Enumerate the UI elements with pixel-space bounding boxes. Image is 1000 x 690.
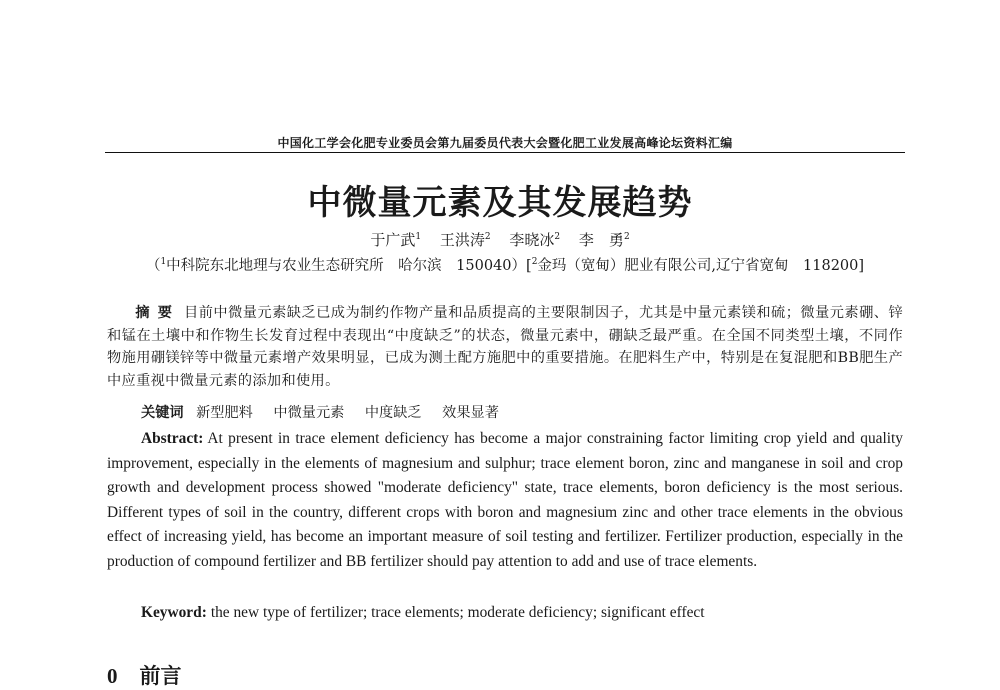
author-name: 王洪涛 [439, 231, 485, 249]
keywords-chinese-label: 关键词 [141, 405, 184, 421]
abstract-chinese-label: 摘要 [135, 305, 181, 321]
keywords-english-text: the new type of fertilizer; trace elements; moderate deficiency; significant effect [210, 604, 705, 621]
author [579, 231, 630, 249]
author-affiliation-mark: 2 [623, 232, 630, 242]
section-number: 0 [107, 664, 118, 688]
affiliation-1: 中科院东北地理与农业生态研究所 哈尔滨 150040）[ [166, 258, 532, 274]
running-header: 中国化工学会化肥专业委员会第九届委员代表大会暨化肥工业发展高峰论坛资料汇编 [277, 136, 733, 150]
author-list [0, 229, 1000, 250]
author-affiliation-mark: 1 [415, 232, 422, 242]
section-title: 前言 [139, 663, 182, 688]
affiliation-line [105, 254, 905, 275]
affiliation-open: （ [145, 258, 161, 274]
author-affiliation-mark: 2 [484, 232, 491, 242]
keywords-english-label: Keyword: [141, 604, 207, 621]
author-name: 李 勇 [578, 231, 624, 249]
author [509, 231, 560, 249]
author [440, 231, 491, 249]
keywords-english [141, 601, 901, 625]
affiliation-mark-2: 2 [531, 257, 538, 268]
author [370, 231, 421, 249]
keyword: 中度缺乏 [364, 405, 422, 421]
abstract-chinese [107, 302, 903, 392]
header-rule [105, 152, 905, 153]
abstract-english-label: Abstract: [141, 430, 204, 447]
abstract-chinese-text: 目前中微量元素缺乏已成为制约作物产量和品质提高的主要限制因子，尤其是中量元素镁和硫；微量元素硼、锌和锰在土壤中和作物生长发育过程中表现出“中度缺乏”的状态，微量元素中，硼缺乏最严重。在全国不同类型土壤，不同作物施用硼镁锌等中微量元素增产效果明显，已成为测土配方施肥中的重要措施。在肥料生产中，特别是在复混肥和BB肥生产中应重视中微量元素的添加和使用。 [107, 305, 903, 389]
keyword: 新型肥料 [196, 405, 253, 421]
abstract-english [107, 427, 903, 575]
author-affiliation-mark: 2 [554, 232, 561, 242]
keywords-chinese [141, 403, 901, 423]
affiliation-2: 金玛（宽甸）肥业有限公司,辽宁省宽甸 118200] [537, 258, 865, 274]
keyword: 效果显著 [442, 405, 499, 421]
section-heading [107, 660, 182, 690]
abstract-english-text: At present in trace element deficiency has become a major constraining factor limiting crop yield and quality improvement, especially in the elements of magnesium and sulphur; trace element boron, zinc and manganese in soil and crop growth and development process showed "moderate deficiency" state, trace elements, boron deficiency is the most serious. Different types of soil in the country, different crops with boron and magnesium zinc and other trace elements in the obvious effect of increasing yield, has become an important measure of soil testing and fertilizer. Fertilizer production, especially in the production of compound fertilizer and BB fertilizer should pay attention to add and use of trace elements. [107, 430, 903, 570]
affiliation-mark-1: 1 [160, 257, 167, 268]
author-name: 李晓冰 [509, 231, 555, 249]
keyword: 中微量元素 [273, 405, 345, 421]
paper-title: 中微量元素及其发展趋势 [307, 183, 693, 223]
author-name: 于广武 [370, 231, 416, 249]
